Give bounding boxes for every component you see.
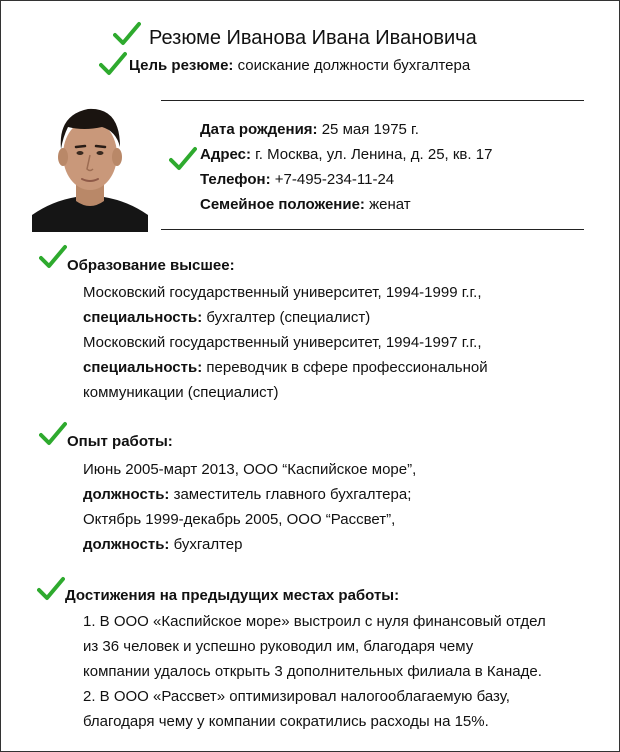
phone — [200, 171, 394, 188]
achievements-line-5: благодаря чему у компании сократились расходы на 15%. — [83, 713, 489, 730]
position-value: бухгалтер — [173, 536, 243, 553]
achievements-line-1: 1. В ООО «Каспийское море» выстроил с нуля финансовый отдел — [83, 613, 546, 630]
address-value: г. Москва, ул. Ленина, д. 25, кв. 17 — [255, 146, 493, 163]
birth-value: 25 мая 1975 г. — [321, 121, 419, 138]
education-line-3: Московский государственный университет, 1994-1997 г.г., — [83, 334, 482, 351]
specialty-value: переводчик в сфере профессиональной — [206, 359, 488, 376]
divider-bottom — [161, 229, 584, 230]
check-icon — [39, 244, 67, 270]
address-label: Адрес: — [200, 146, 251, 163]
experience-line-1: Июнь 2005-март 2013, ООО “Каспийское море”, — [83, 461, 417, 478]
specialty-label: специальность: — [83, 309, 203, 326]
experience-heading: Опыт работы: — [67, 433, 173, 450]
check-icon — [169, 146, 197, 172]
position-label: должность: — [83, 536, 170, 553]
education-specialty-1 — [83, 309, 370, 326]
education-specialty-2 — [83, 359, 488, 376]
goal-value: соискание должности бухгалтера — [237, 57, 471, 74]
birth-label: Дата рождения: — [200, 121, 318, 138]
resume-goal — [129, 57, 470, 74]
marital-status — [200, 196, 411, 213]
resume-title: Резюме Иванова Ивана Ивановича — [149, 27, 477, 49]
divider-top — [161, 100, 584, 101]
marital-label: Семейное положение: — [200, 196, 365, 213]
goal-label: Цель резюме: — [129, 57, 234, 74]
education-line-5: коммуникации (специалист) — [83, 384, 279, 401]
education-heading: Образование высшее: — [67, 257, 235, 274]
experience-position-1 — [83, 486, 411, 503]
experience-position-2 — [83, 536, 242, 553]
achievements-line-4: 2. В ООО «Рассвет» оптимизировал налогооблагаемую базу, — [83, 688, 510, 705]
phone-value: +7-495-234-11-24 — [274, 171, 395, 188]
specialty-label: специальность: — [83, 359, 203, 376]
specialty-value: бухгалтер (специалист) — [206, 309, 371, 326]
experience-line-3: Октябрь 1999-декабрь 2005, ООО “Рассвет”, — [83, 511, 396, 528]
birth-date — [200, 121, 419, 138]
achievements-line-3: компании удалось открыть 3 дополнительных филиала в Канаде. — [83, 663, 542, 680]
address — [200, 146, 492, 163]
portrait-photo — [32, 97, 148, 232]
position-label: должность: — [83, 486, 170, 503]
check-icon — [39, 421, 67, 447]
achievements-heading: Достижения на предыдущих местах работы: — [65, 587, 400, 604]
check-icon — [113, 21, 141, 47]
marital-value: женат — [369, 196, 411, 213]
achievements-line-2: из 36 человек и успешно руководил им, благодаря чему — [83, 638, 474, 655]
education-line-1: Московский государственный университет, 1994-1999 г.г., — [83, 284, 482, 301]
check-icon — [99, 51, 127, 77]
phone-label: Телефон: — [200, 171, 271, 188]
position-value: заместитель главного бухгалтера; — [173, 486, 412, 503]
check-icon — [37, 576, 65, 602]
